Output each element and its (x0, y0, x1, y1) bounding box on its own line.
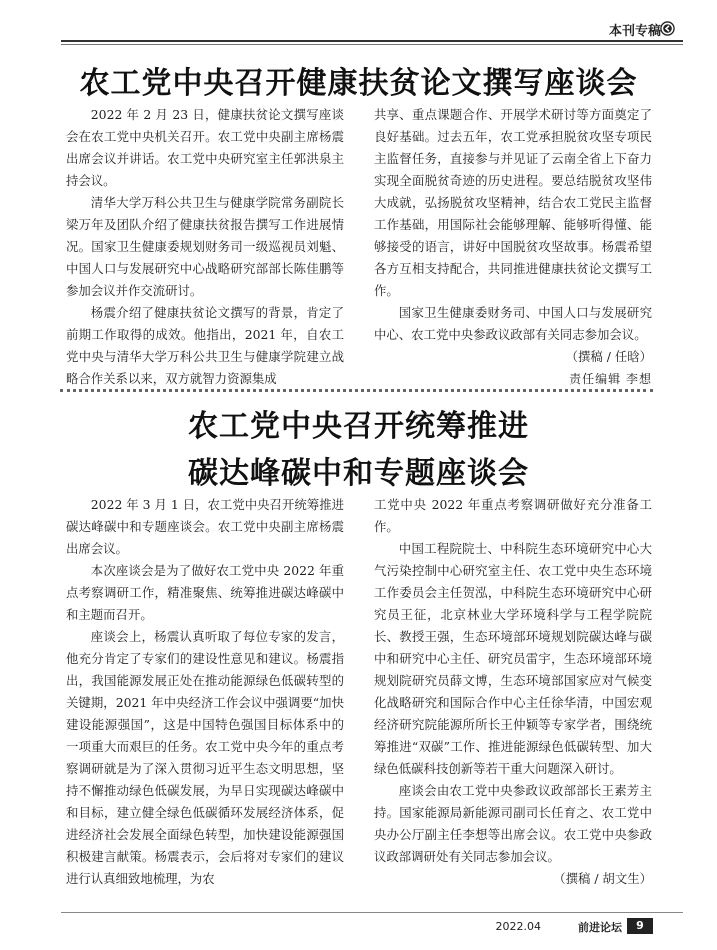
article1-right-column (374, 104, 652, 386)
article1-paragraph: 共享、重点课题合作、开展学术研讨等方面奠定了良好基础。过去五年，农工党承担脱贫攻坚专项民主监督任务，直接参与并见证了云南全省上下奋力实现全面脱贫奇迹的历史进程。要总结脱贫攻坚伟大成就，弘扬脱贫攻坚精神，结合农工党民主监督工作基础，用国际社会能够理解、能够听得懂、能够接受的语言，讲好中国脱贫攻坚故事。杨震希望各方互相支持配合，共同推进健康扶贫论文撰写工作。 (374, 107, 652, 298)
article2-right-column (374, 494, 652, 886)
article1-paragraph: 国家卫生健康委财务司、中国人口与发展研究中心、农工党中央参政议政部有关同志参加会议。 (374, 305, 652, 342)
article2-paragraph: 工党中央 2022 年重点考察调研做好充分准备工作。 (374, 497, 652, 534)
column-name: 本刊专稿 (608, 24, 661, 39)
page-footer (0, 908, 717, 938)
article2-paragraph: 座谈会上，杨震认真听取了每位专家的发言，他充分肯定了专家们的建设性意见和建议。杨震指出，我国能源发展正处在推动能源绿色低碳转型的关键期，2021 年中央经济工作会议中强调要“加快建设能源强国”，这是中国特色强国目标体系中的一项重大而艰巨的任务。农工党中央今年的重点考察调研就是为了深入贯彻习近平生态文明思想，坚持不懈推动绿色低碳发展，为早日实现碳达峰碳中和目标，建立健全绿色低碳循环发展经济体系，促进经济社会发展全面绿色转型，加快建设能源强国积极建言献策。杨震表示，会后将对专家们的建议进行认真细致地梳理，为农 (66, 629, 344, 886)
article1-title: 农工党中央召开健康扶贫论文撰写座谈会 (79, 66, 638, 101)
article2-paragraph: 2022 年 3 月 1 日，农工党中央召开统筹推进碳达峰碳中和专题座谈会。农工党中央副主席杨震出席会议。 (66, 497, 344, 556)
article1-body (66, 104, 652, 386)
footer-rule (61, 912, 683, 913)
article1-paragraph: 清华大学万科公共卫生与健康学院常务副院长梁万年及团队介绍了健康扶贫报告撰写工作进展情况。国家卫生健康委规划财务司一级巡视员刘魁、中国人口与发展研究中心战略研究部部长陈佳鹏等参加会议并作交流研讨。 (66, 195, 344, 298)
article1-byline: （撰稿 / 任晗） (565, 349, 652, 364)
article1-left-column (66, 104, 344, 386)
article1-editor: 责任编辑 李想 (569, 372, 652, 386)
article2-paragraph: 座谈会由农工党中央参政议政部部长王素芳主持。国家能源局新能源司副司长任育之、农工党中央办公厅副主任李想等出席会议。农工党中央参政议政部调研处有关同志参加会议。 (374, 783, 652, 864)
article2-title-line2: 碳达峰碳中和专题座谈会 (188, 456, 529, 491)
article2-left-column (66, 494, 344, 886)
article2-paragraph: 本次座谈会是为了做好农工党中央 2022 年重点考察调研工作，精准聚焦、统筹推进碳达峰碳中和主题而召开。 (66, 563, 344, 622)
article2-body (66, 494, 652, 886)
header-rule (61, 40, 683, 42)
article2-byline: （撰稿 / 胡文生） (553, 871, 652, 886)
page-header (0, 0, 717, 46)
article1-paragraph: 杨震介绍了健康扶贫论文撰写的背景，肯定了前期工作取得的成效。他指出，2021 年，自农工党中央与清华大学万科公共卫生与健康学院建立战略合作关系以来，双方就智力资源集成 (66, 305, 344, 386)
article1-paragraph: 2022 年 2 月 23 日，健康扶贫论文撰写座谈会在农工党中央机关召开。农工党中央副主席杨震出席会议并讲话。农工党中央研究室主任郭洪泉主持会议。 (66, 107, 344, 188)
header-rule-thin (61, 44, 683, 45)
article-divider (60, 389, 653, 392)
magazine-name: 前进论坛 (578, 921, 622, 934)
circle-arrow-left-icon (660, 21, 675, 36)
article2-title-line1: 农工党中央召开统筹推进 (188, 409, 529, 444)
page-number: 9 (627, 918, 653, 934)
article2-paragraph: 中国工程院院士、中科院生态环境研究中心大气污染控制中心研究室主任、农工党中央生态环境工作委员会主任贺泓，中科院生态环境研究中心研究员王征，北京林业大学环境科学与工程学院院长、教授王强，生态环境部环境规划院碳达峰与碳中和研究中心主任、研究员雷宇，生态环境部环境规划院研究员薛文博，生态环境部国家应对气候变化战略研究和国际合作中心主任徐华清，中国宏观经济研究院能源所所长王仲颖等专家学者，围绕统筹推进“双碳”工作、推进能源绿色低碳转型、加大绿色低碳科技创新等若干重大问题深入研讨。 (374, 541, 652, 776)
issue-number: 2022.04 (495, 920, 541, 933)
